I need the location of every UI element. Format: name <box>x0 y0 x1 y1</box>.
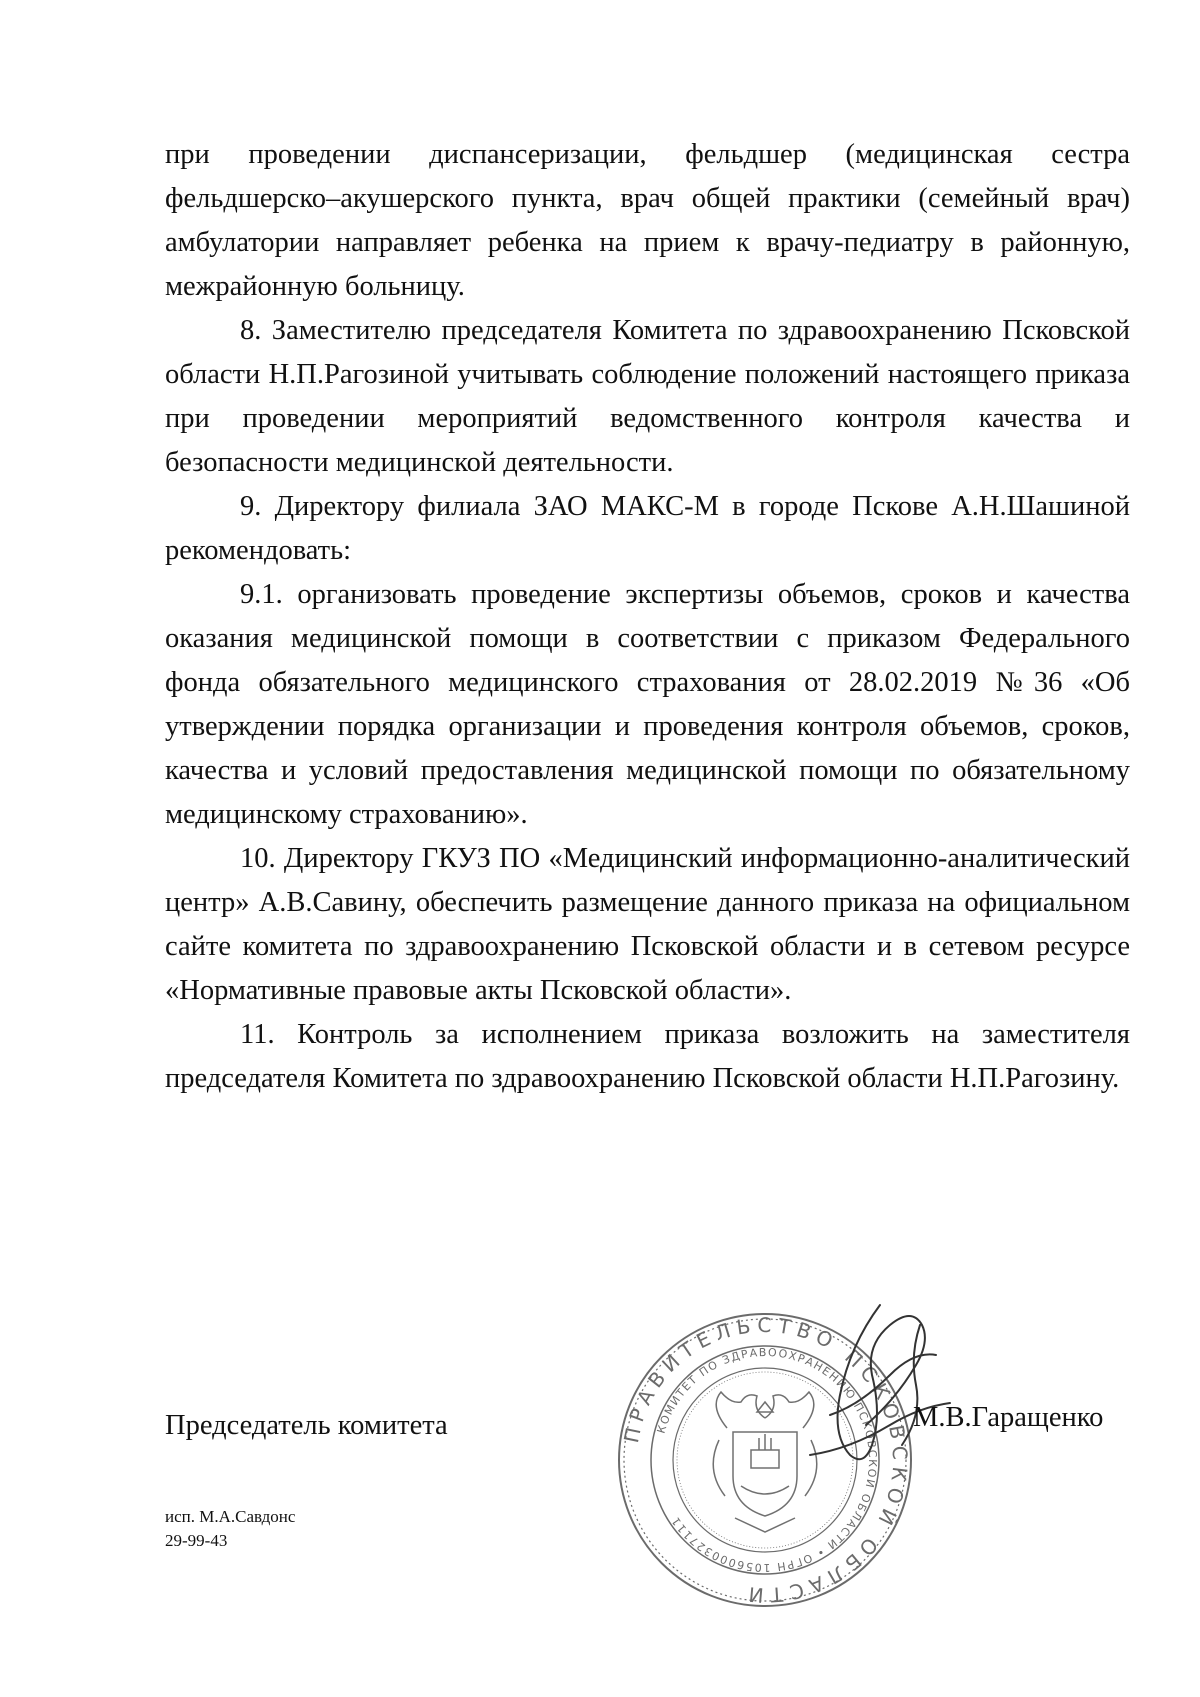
svg-text:ПРАВИТЕЛЬСТВО ПСКОВСКОЙ ОБЛАСТ: ПРАВИТЕЛЬСТВО ПСКОВСКОЙ ОБЛАСТИ <box>618 1312 913 1608</box>
paragraph-item-9: 9. Директору филиала ЗАО МАКС-М в городе Пскове А.Н.Шашиной рекомендовать: <box>165 491 1130 566</box>
paragraph-item-11: 11. Контроль за исполнением приказа возложить на заместителя председателя Комитета по здравоохранению Псковской области Н.П.Рагозину. <box>165 1019 1130 1094</box>
signatory-name: М.В.Гаращенко <box>913 1402 1104 1433</box>
paragraph-item-10: 10. Директору ГКУЗ ПО «Медицинский информационно-аналитический центр» А.В.Савину, обеспечить размещение данного приказа на официальном сайте комитета по здравоохранению Псковской области и в сетевом ресурсе «Нормативные правовые акты Псковской области». <box>165 843 1130 1006</box>
executor-info <box>165 1505 295 1553</box>
paragraph-item-8: 8. Заместителю председателя Комитета по здравоохранению Псковской области Н.П.Рагозиной учитывать соблюдение положений настоящего приказа при проведении мероприятий ведомственного контроля качества и безопасности медицинской деятельности. <box>165 315 1130 478</box>
signatory-position: Председатель комитета <box>165 1410 448 1441</box>
handwritten-signature <box>770 1295 980 1495</box>
paragraph-continuation: при проведении диспансеризации, фельдшер (медицинская сестра фельдшерско–акушерского пункта, врач общей практики (семейный врач) амбулатории направляет ребенка на прием к врачу-педиатру в районную, межрайонную больницу. <box>165 139 1130 302</box>
paragraph-item-9-1: 9.1. организовать проведение экспертизы объемов, сроков и качества оказания медицинской помощи в соответствии с приказом Федерального фонда обязательного медицинского страхования от 28.02.2019 №36 «Об утверждении порядка организации и проведения контроля объемов, сроков, качества и условий предоставления медицинской помощи по обязательному медицинскому страхованию». <box>165 579 1130 830</box>
executor-phone: 29-99-43 <box>165 1531 228 1550</box>
svg-text:КОМИТЕТ ПО ЗДРАВООХРАНЕНИЮ ПСК: КОМИТЕТ ПО ЗДРАВООХРАНЕНИЮ ПСКОВСКОЙ ОБЛАСТИ • ОГРН 1056000327111 <box>654 1345 880 1575</box>
executor-name: исп. М.А.Савдонс <box>165 1507 296 1526</box>
